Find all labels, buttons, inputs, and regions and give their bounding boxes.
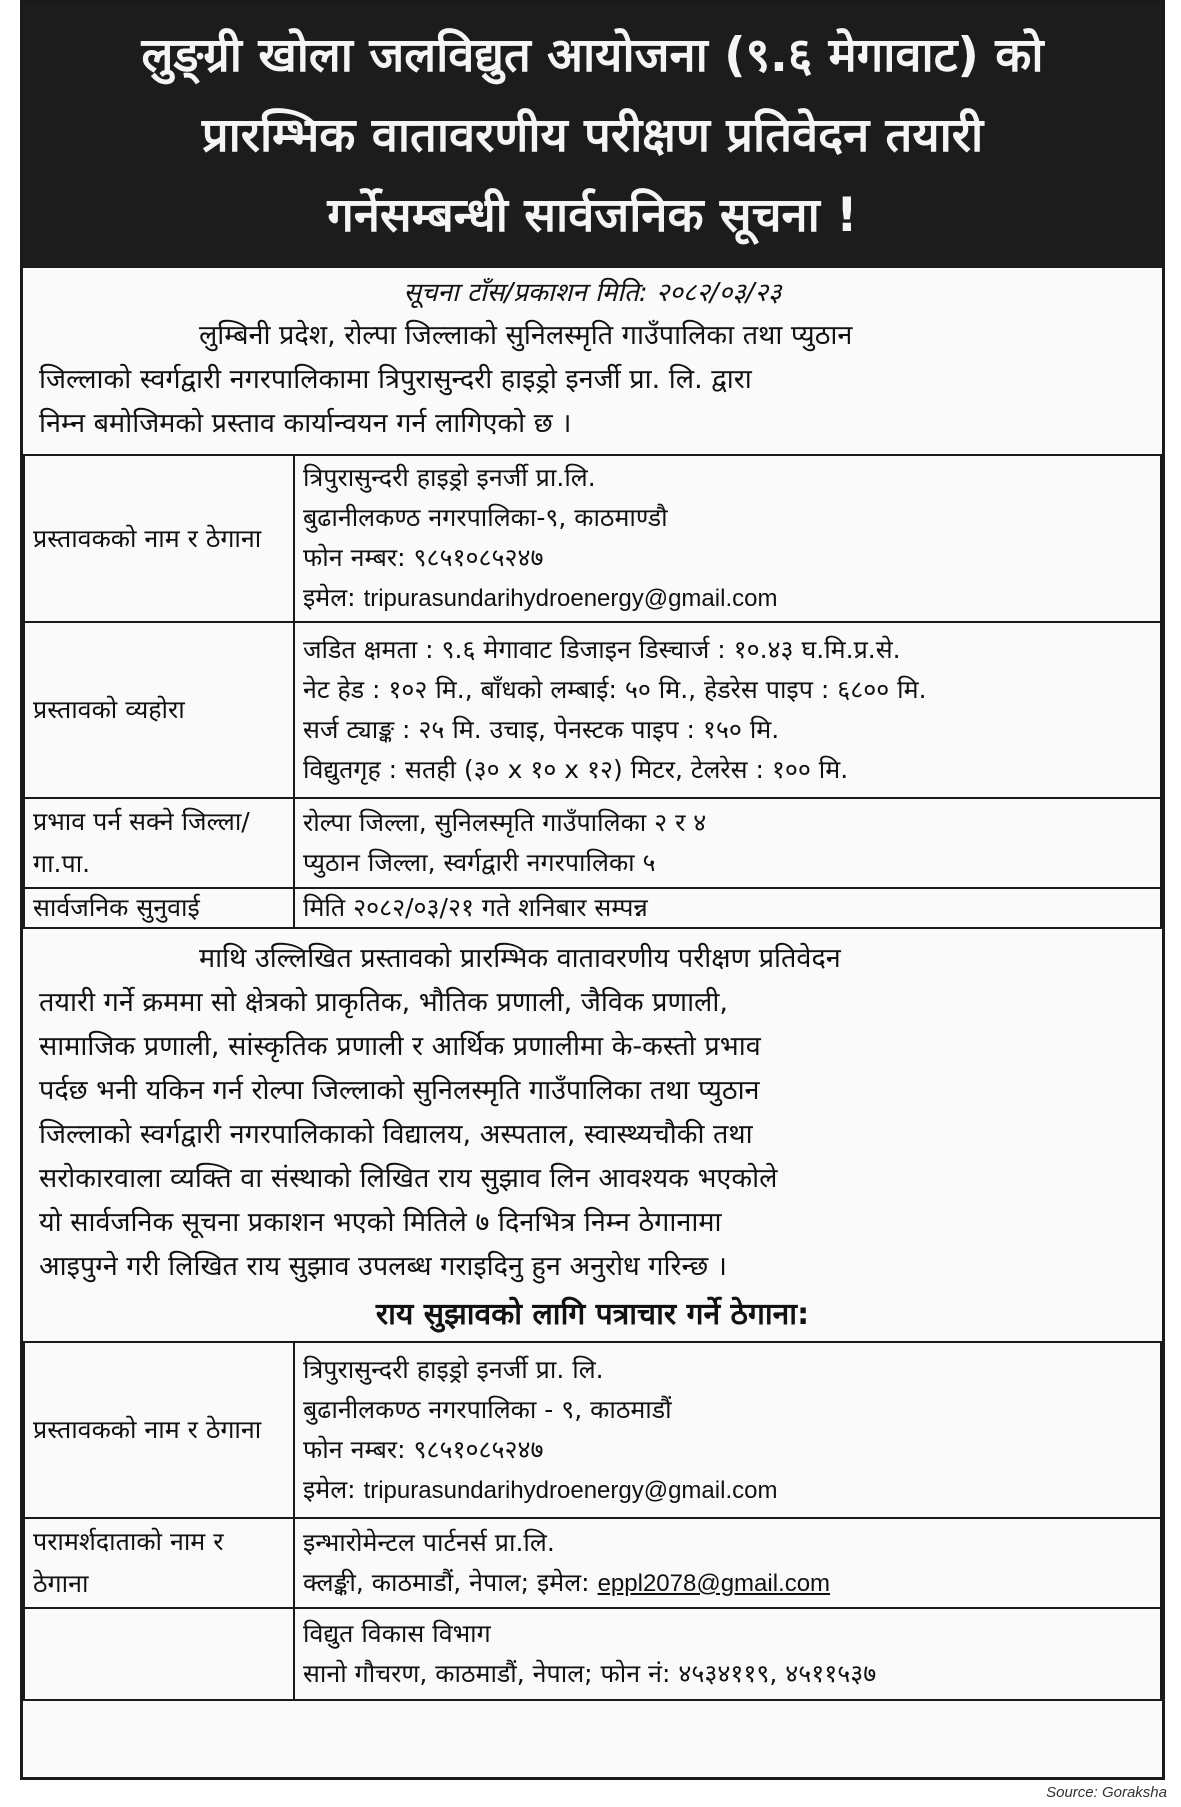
hearing-label: सार्वजनिक सुनुवाई <box>24 888 294 928</box>
consultant-address: क्लङ्की, काठमाडौं, नेपाल; इमेल: <box>303 1567 590 1597</box>
correspondence-table <box>23 1341 1162 1701</box>
table-row <box>24 1342 1161 1518</box>
consultant-label: परामर्शदाताको नाम र ठेगाना <box>24 1518 294 1608</box>
affected-line: प्युठान जिल्ला, स्वर्गद्वारी नगरपालिका ५ <box>303 848 656 877</box>
intro-line: जिल्लाको स्वर्गद्वारी नगरपालिकामा त्रिपुरासुन्दरी हाइड्रो इनर्जी प्रा. लि. द्वारा <box>39 364 752 395</box>
proponent-address: बुढानीलकण्ठ नगरपालिका-९, काठमाण्डौ <box>303 503 668 532</box>
project-line: सर्ज ट्याङ्क : २५ मि. उचाइ, पेनस्टक पाइप : १५० मि. <box>303 715 780 744</box>
proponent-details <box>294 455 1161 622</box>
project-line: विद्युतगृह : सतही (३० x १० x १२) मिटर, टेलरेस : १०० मि. <box>303 755 849 784</box>
body-paragraph <box>39 937 1146 1289</box>
table-row <box>24 1608 1161 1700</box>
intro-paragraph <box>39 314 1146 446</box>
affected-line: रोल्पा जिल्ला, सुनिलस्मृति गाउँपालिका २ र ४ <box>303 808 707 837</box>
project-label: प्रस्तावको व्यहोरा <box>24 622 294 798</box>
proponent-name: त्रिपुरासुन्दरी हाइड्रो इनर्जी प्रा. लि. <box>303 1354 604 1384</box>
table-row <box>24 455 1161 622</box>
proponent-phone: फोन नम्बर: ९८५१०८५२४७ <box>303 1434 544 1464</box>
body-line: आइपुग्ने गरी लिखित राय सुझाव उपलब्ध गराइदिनु हुन अनुरोध गरिन्छ । <box>39 1251 727 1282</box>
proponent-phone: फोन नम्बर: ९८५१०८५२४७ <box>303 543 544 572</box>
body-line: जिल्लाको स्वर्गद्वारी नगरपालिकाको विद्यालय, अस्पताल, स्वास्थ्यचौकी तथा <box>39 1119 753 1150</box>
body-line: पर्दछ भनी यकिन गर्न रोल्पा जिल्लाको सुनिलस्मृति गाउँपालिका तथा प्युठान <box>39 1075 760 1106</box>
table-row <box>24 1518 1161 1608</box>
table-row <box>24 622 1161 798</box>
consultant-email: eppl2078@gmail.com <box>597 1569 831 1597</box>
publication-date: सूचना टाँस/प्रकाशन मिति: २०८२/०३/२३ <box>403 278 782 308</box>
consultant-name: इन्भारोमेन्टल पार्टनर्स प्रा.लि. <box>303 1527 555 1557</box>
department-label <box>24 1608 294 1700</box>
proponent-email: tripurasundarihydroenergy@gmail.com <box>363 1476 778 1504</box>
table-row <box>24 888 1161 928</box>
body-line: यो सार्वजनिक सूचना प्रकाशन भएको मितिले ७ दिनभित्र निम्न ठेगानामा <box>39 1207 722 1238</box>
body-line: सामाजिक प्रणाली, सांस्कृतिक प्रणाली र आर्थिक प्रणालीमा के-कस्तो प्रभाव <box>39 1031 761 1062</box>
proponent-address: बुढानीलकण्ठ नगरपालिका - ९, काठमाडौं <box>303 1394 672 1424</box>
intro-line: निम्न बमोजिमको प्रस्ताव कार्यान्वयन गर्न लागिएको छ । <box>39 408 572 439</box>
consultant-details <box>294 1518 1161 1608</box>
project-details-table <box>23 454 1162 929</box>
public-notice <box>20 0 1165 1780</box>
project-details <box>294 622 1161 798</box>
title-line: गर्नेसम्बन्धी सार्वजनिक सूचना ! <box>327 187 858 243</box>
proponent-details <box>294 1342 1161 1518</box>
notice-title <box>23 3 1162 268</box>
title-line: लुङ्ग्री खोला जलविद्युत आयोजना (९.६ मेगावाट) को <box>141 27 1044 83</box>
correspondence-heading: राय सुझावको लागि पत्राचार गर्ने ठेगाना: <box>375 1297 810 1332</box>
affected-area-details <box>294 798 1161 888</box>
affected-area-label: प्रभाव पर्न सक्ने जिल्ला/गा.पा. <box>24 798 294 888</box>
project-line: नेट हेड : १०२ मि., बाँधको लम्बाई: ५० मि., हेडरेस पाइप : ६८०० मि. <box>303 675 927 704</box>
department-address: सानो गौचरण, काठमाडौं, नेपाल; फोन नं: ४५३४११९, ४५११५३७ <box>303 1659 877 1688</box>
table-row <box>24 798 1161 888</box>
proponent-label: प्रस्तावकको नाम र ठेगाना <box>24 455 294 622</box>
email-label: इमेल: <box>303 583 356 612</box>
intro-line: लुम्बिनी प्रदेश, रोल्पा जिल्लाको सुनिलस्मृति गाउँपालिका तथा प्युठान <box>199 320 853 351</box>
body-line: माथि उल्लिखित प्रस्तावको प्रारम्भिक वातावरणीय परीक्षण प्रतिवेदन <box>199 943 841 974</box>
title-line: प्रारम्भिक वातावरणीय परीक्षण प्रतिवेदन तयारी <box>201 107 984 163</box>
source-credit: Source: Goraksha <box>1046 1784 1167 1801</box>
hearing-value: मिति २०८२/०३/२१ गते शनिबार सम्पन्न <box>294 888 1161 928</box>
proponent-name: त्रिपुरासुन्दरी हाइड्रो इनर्जी प्रा.लि. <box>303 463 596 492</box>
department-details <box>294 1608 1161 1700</box>
department-name: विद्युत विकास विभाग <box>303 1619 491 1648</box>
proponent-label: प्रस्तावकको नाम र ठेगाना <box>24 1342 294 1518</box>
email-label: इमेल: <box>303 1474 356 1504</box>
proponent-email: tripurasundarihydroenergy@gmail.com <box>363 585 778 612</box>
body-line: सरोकारवाला व्यक्ति वा संस्थाको लिखित राय सुझाव लिन आवश्यक भएकोले <box>39 1163 778 1194</box>
body-line: तयारी गर्ने क्रममा सो क्षेत्रको प्राकृतिक, भौतिक प्रणाली, जैविक प्रणाली, <box>39 987 728 1018</box>
project-line: जडित क्षमता : ९.६ मेगावाट डिजाइन डिस्चार्ज : १०.४३ घ.मि.प्र.से. <box>303 635 901 664</box>
